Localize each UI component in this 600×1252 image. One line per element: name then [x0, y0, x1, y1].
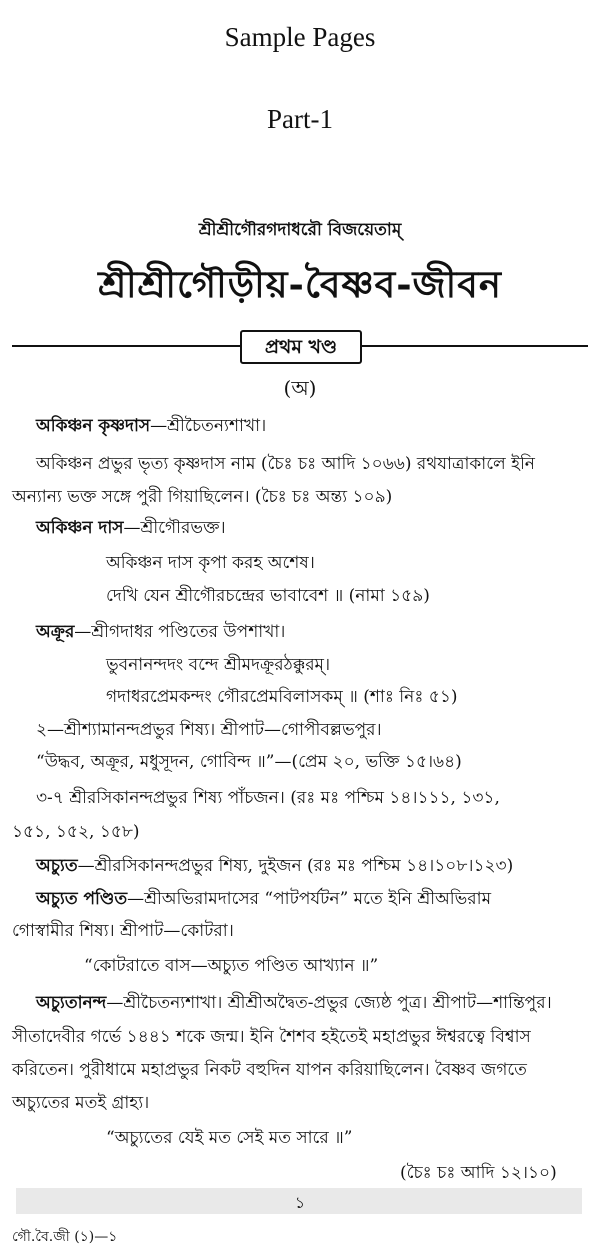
entry-line: অচ্যুত—শ্রীরসিকানন্দপ্রভুর শিষ্য, দুইজন (রঃ মঃ পশ্চিম ১৪।১০৮।১২৩) [36, 856, 514, 876]
entry-line: অকিঞ্চন প্রভুর ভৃত্য কৃষ্ণদাস নাম (চৈঃ চঃ আদি ১০৬৬) রথযাত্রাকালে ইনি [36, 454, 535, 474]
printer-signature: গৌ.বৈ.জী (১)—১ [12, 1229, 118, 1245]
entry-line: ১৫১, ১৫২, ১৫৮) [12, 822, 140, 842]
entry-line: ৩-৭ শ্রীরসিকানন্দপ্রভুর শিষ্য পাঁচজন। (রঃ মঃ পশ্চিম ১৪।১১১, ১৩১, [36, 788, 500, 808]
entry-line: অচ্যুত পণ্ডিত—শ্রীঅভিরামদাসের “পাটপর্যটন” মতে ইনি শ্রীঅভিরাম [36, 889, 492, 909]
header-title: Sample Pages [224, 22, 376, 52]
entry-line: অকিঞ্চন কৃষ্ণদাস—শ্রীচৈতন্যশাখা। [36, 416, 267, 436]
entry-line: অন্যান্য ভক্ত সঙ্গে পুরী গিয়াছিলেন। (চৈঃ চঃ অন্ত্য ১০৯) [12, 487, 393, 507]
section-heading: প্রথম খণ্ড [240, 330, 362, 364]
invocation: শ্রীশ্রীগৌরগদাধরৌ বিজয়েতাম্ [198, 220, 402, 240]
page-number: ১ [294, 1193, 306, 1212]
entry-line: অক্রূর—শ্রীগদাধর পণ্ডিতের উপশাখা। [36, 622, 286, 642]
book-title: শ্রীশ্রীগৌড়ীয়-বৈষ্ণব-জীবন [98, 262, 502, 306]
verse-line: দেখি যেন শ্রীগৌরচন্দ্রের ভাবাবেশ ॥ (নামা ১৫৯) [106, 586, 430, 606]
entry-line: অচ্যুতানন্দ—শ্রীচৈতন্যশাখা। শ্রীশ্রীঅদ্বৈত-প্রভুর জ্যেষ্ঠ পুত্র। শ্রীপাট—শান্তিপুর। [36, 993, 552, 1013]
entry-line: অচ্যুতের মতই গ্রাহ্য। [12, 1093, 150, 1113]
header-part: Part-1 [267, 104, 333, 134]
entry-line: অকিঞ্চন দাস—শ্রীগৌরভক্ত। [36, 518, 226, 538]
entry-line: গোস্বামীর শিষ্য। শ্রীপাট—কোটরা। [12, 921, 234, 941]
verse-line: গদাধরপ্রেমকন্দং গৌরপ্রেমবিলাসকম্ ॥ (শাঃ নিঃ ৫১) [106, 687, 458, 707]
verse-line: “কোটরাতে বাস—অচ্যুত পণ্ডিত আখ্যান ॥” [84, 956, 379, 976]
entry-line: “উদ্ধব, অক্রূর, মধুসূদন, গোবিন্দ ॥”—(প্রেম ২০, ভক্তি ১৫।৬৪) [36, 752, 462, 772]
entry-line: করিতেন। পুরীধামে মহাপ্রভুর নিকট বহুদিন যাপন করিয়াছিলেন। বৈষ্ণব জগতে [12, 1060, 527, 1080]
citation-line: (চৈঃ চঃ আদি ১২।১০) [400, 1163, 557, 1183]
entry-line: ২—শ্রীশ্যামানন্দপ্রভুর শিষ্য। শ্রীপাট—গোপীবল্লভপুর। [36, 720, 382, 740]
verse-line: “অচ্যুতের যেই মত সেই মত সারে ॥” [106, 1128, 353, 1148]
verse-line: ভুবনানন্দদং বন্দে শ্রীমদক্রূরঠক্কুরম্। [106, 655, 331, 675]
letter-heading: (অ) [283, 376, 317, 400]
entry-line: সীতাদেবীর গর্ভে ১৪৪১ শকে জন্ম। ইনি শৈশব হইতেই মহাপ্রভুর ঈশ্বরত্বে বিশ্বাস [12, 1027, 531, 1047]
verse-line: অকিঞ্চন দাস কৃপা করহ অশেষ। [106, 553, 315, 573]
